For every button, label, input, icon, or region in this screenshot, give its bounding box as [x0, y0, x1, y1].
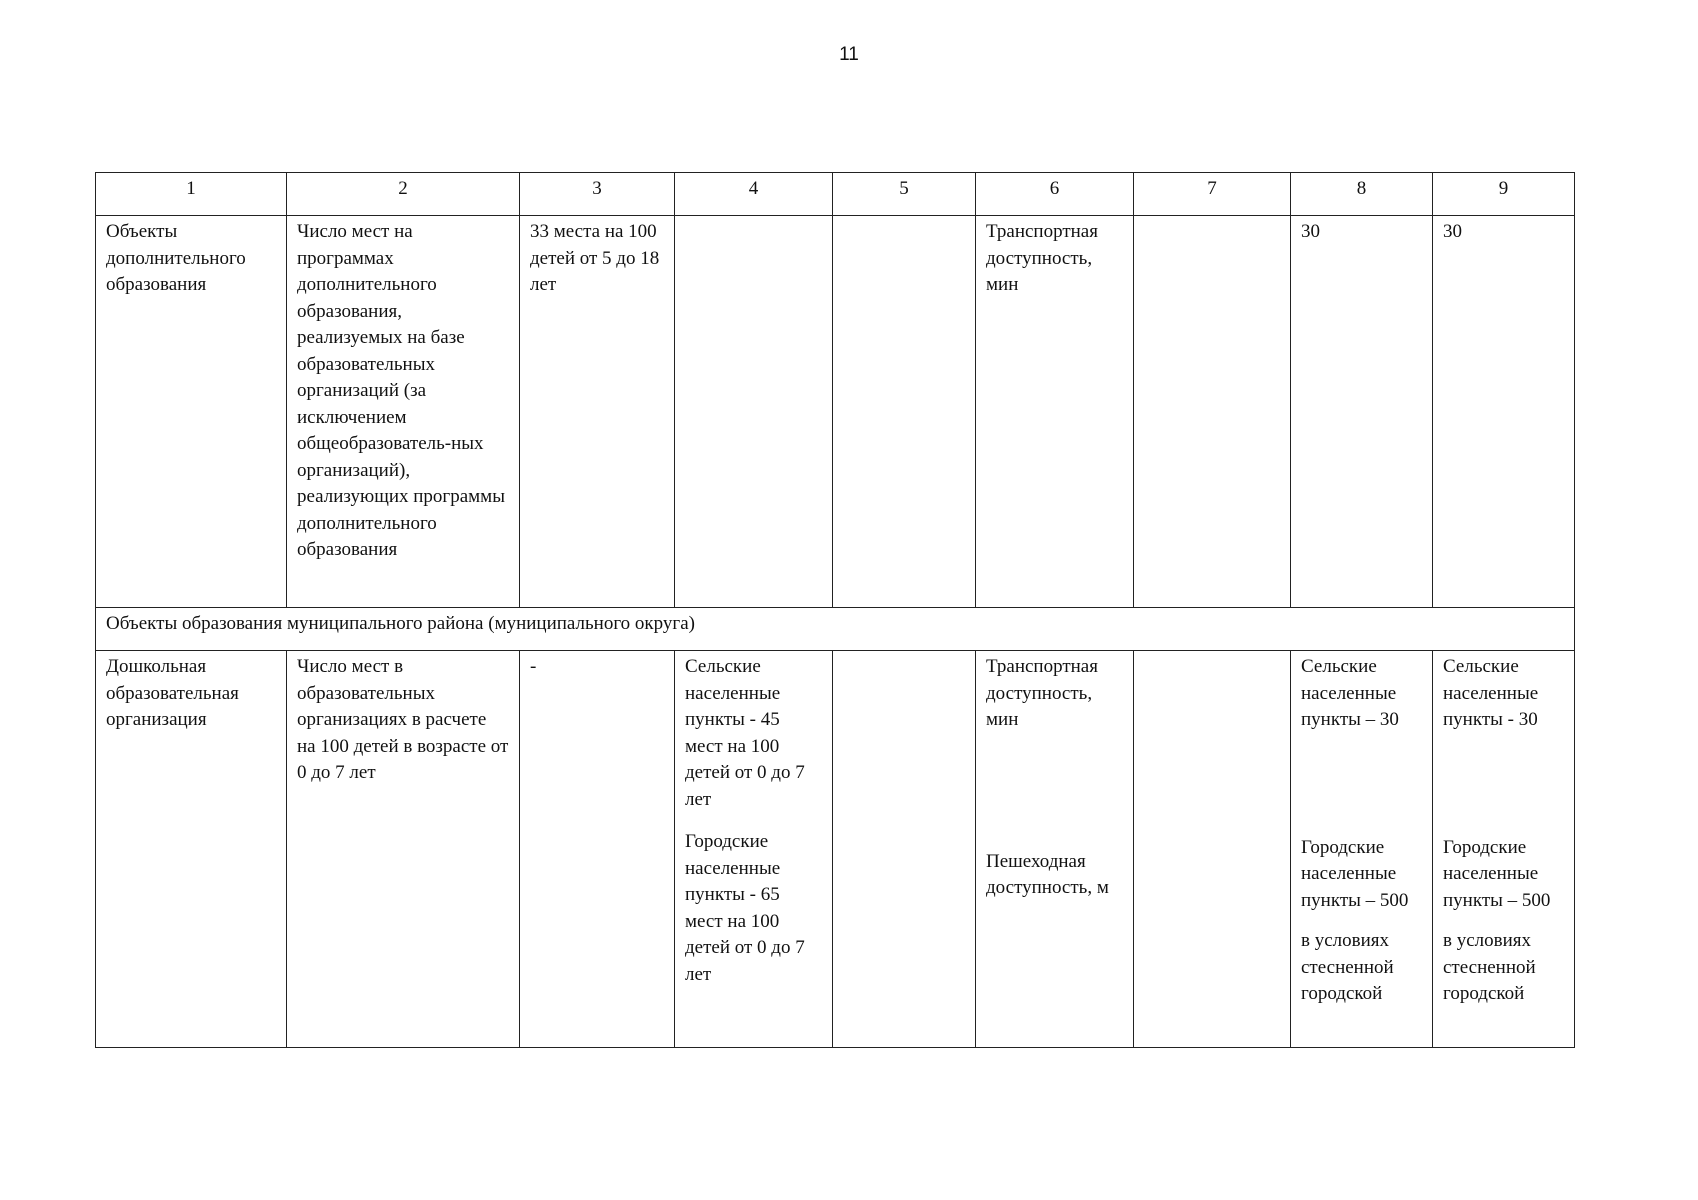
object-type-cell: Дошкольная образовательная организация [96, 651, 287, 1048]
rural-value-text: Сельские населенные пункты – 30 [1301, 656, 1399, 730]
accessibility-type-cell [976, 651, 1134, 1048]
urban-value-text: Городские населенные пункты – 500 [1301, 836, 1409, 911]
header-cell: 9 [1433, 173, 1575, 216]
header-cell: 1 [96, 173, 287, 216]
rural-norm-text: Сельские населенные пункты - 45 мест на 100 детей от 0 до 7 лет [685, 656, 805, 810]
accessibility-value-cell: 30 [1433, 216, 1575, 608]
header-cell: 8 [1291, 173, 1433, 216]
header-row [96, 173, 1575, 216]
accessibility-type-cell: Транспортная доступность, мин [976, 216, 1134, 608]
accessibility-value-cell [1433, 651, 1575, 1048]
header-cell: 5 [833, 173, 976, 216]
urban-norm-text: Городские населенные пункты - 65 мест на 100 детей от 0 до 7 лет [685, 831, 805, 985]
table-cell [1134, 651, 1291, 1048]
table-cell [833, 216, 976, 608]
section-title: Объекты образования муниципального района (муниципального округа) [96, 608, 1575, 651]
table-cell [675, 216, 833, 608]
accessibility-value-cell [1291, 651, 1433, 1048]
norm-value-cell: - [520, 651, 675, 1048]
section-row [96, 608, 1575, 651]
rural-value-text: Сельские населенные пункты - 30 [1443, 656, 1539, 730]
object-type-cell: Объекты дополнительного образования [96, 216, 287, 608]
table-cell [833, 651, 976, 1048]
header-cell: 6 [976, 173, 1134, 216]
table-row-additional-education [96, 216, 1575, 608]
norm-by-settlement-cell [675, 651, 833, 1048]
header-cell: 3 [520, 173, 675, 216]
header-cell: 4 [675, 173, 833, 216]
indicator-cell: Число мест в образовательных организациях в расчете на 100 детей в возрасте от 0 до 7 лет [287, 651, 520, 1048]
cramped-conditions-text: в условиях стесненной городской [1301, 930, 1394, 1004]
header-cell: 7 [1134, 173, 1291, 216]
header-cell: 2 [287, 173, 520, 216]
page-number: 11 [839, 44, 859, 65]
norm-value-cell: 33 места на 100 детей от 5 до 18 лет [520, 216, 675, 608]
indicator-cell: Число мест на программах дополнительного образования, реализуемых на базе образовательных организаций (за исключением общеобразователь-ных организаций), реализующих программы дополнительного образования [287, 216, 520, 608]
accessibility-value-cell: 30 [1291, 216, 1433, 608]
cramped-conditions-text: в условиях стесненной городской [1443, 930, 1536, 1004]
urban-value-text: Городские населенные пункты – 500 [1443, 836, 1551, 911]
table-cell [1134, 216, 1291, 608]
walking-accessibility-text: Пешеходная доступность, м [986, 850, 1109, 898]
norms-table [95, 172, 1575, 1048]
table-row-preschool [96, 651, 1575, 1048]
transport-accessibility-text: Транспортная доступность, мин [986, 656, 1098, 730]
